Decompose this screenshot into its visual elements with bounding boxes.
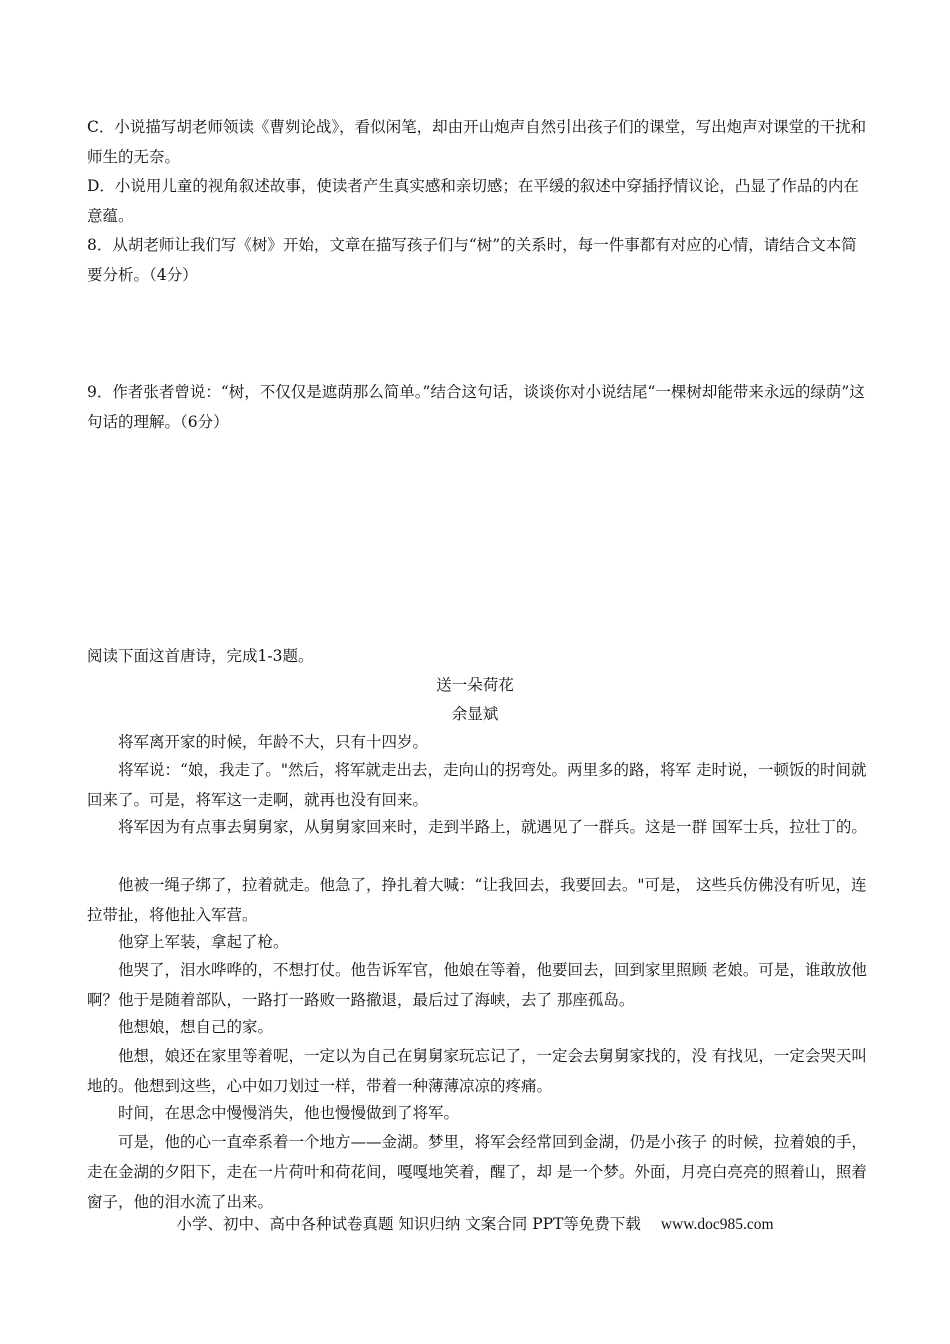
story-paragraph: 他被一绳子绑了，拉着就走。他急了，挣扎着大喊：“让我回去，我要回去。"可是， 这些兵仿佛没有听见，连拉带扯，将他扯入军营。 [87, 876, 867, 924]
story-paragraph: 他哭了，泪水哗哗的，不想打仗。他告诉军官，他娘在等着，他要回去，回到家里照顾 老娘。可是，谁敢放他啊？他于是随着部队，一路打一路败一路撤退，最后过了海峡，去了 那座孤岛。 [87, 961, 867, 1009]
story-paragraph: 他穿上军装，拿起了枪。 [118, 933, 289, 951]
option-c: C．小说描写胡老师领读《曹刿论战》，看似闲笔，却由开山炮声自然引出孩子们的课堂，写出炮声对课堂的干扰和师生的无奈。 [87, 118, 867, 166]
story-paragraph: 时间，在思念中慢慢消失，他也慢慢做到了将军。 [118, 1104, 460, 1122]
footer-site-link[interactable]: www.doc985.com [660, 1216, 774, 1233]
story-paragraph: 将军离开家的时候，年龄不大，只有十四岁。 [118, 733, 429, 751]
story-author: 余显斌 [451, 705, 499, 723]
story-paragraph: 他想，娘还在家里等着呢，一定以为自己在舅舅家玩忘记了，一定会去舅舅家找的，没 有找见，一定会哭天叫地的。他想到这些，心中如刀划过一样，带着一种薄薄凉凉的疼痛。 [87, 1047, 867, 1095]
footer-text: 小学、初中、高中各种试卷真题 知识归纳 文案合同 PPT等免费下载 [176, 1215, 641, 1233]
story-paragraph: 将军因为有点事去舅舅家，从舅舅家回来时，走到半路上，就遇见了一群兵。这是一群 国军士兵，拉壮丁的。 [118, 818, 867, 836]
story-title: 送一朵荷花 [436, 676, 514, 694]
option-d: D．小说用儿童的视角叙述故事，使读者产生真实感和亲切感；在平缓的叙述中穿插抒情议论，凸显了作品的内在意蕴。 [87, 177, 859, 225]
story-paragraph: 可是，他的心一直牵系着一个地方——金湖。梦里，将军会经常回到金湖，仍是小孩子 的时候，拉着娘的手，走在金湖的夕阳下，走在一片荷叶和荷花间，嘎嘎地笑着，醒了，却 是一个梦。外面，月亮白亮亮的照着山，照着窗子，他的泪水流了出来。 [87, 1133, 867, 1211]
story-paragraph: 将军说：“娘，我走了。"然后，将军就走出去，走向山的拐弯处。两里多的路，将军 走时说，一顿饭的时间就回来了。可是，将军这一走啊，就再也没有回来。 [87, 761, 867, 809]
reading-intro: 阅读下面这首唐诗，完成1-3题。 [87, 647, 314, 665]
question-8: 8．从胡老师让我们写《树》开始，文章在描写孩子们与“树”的关系时，每一件事都有对应的心情，请结合文本简要分析。（4分） [87, 236, 857, 284]
page-footer [0, 1211, 950, 1238]
question-9: 9．作者张者曾说：“树，不仅仅是遮荫那么简单。”结合这句话，谈谈你对小说结尾“一棵树却能带来永远的绿荫”这句话的理解。（6分） [87, 383, 865, 431]
story-paragraph: 他想娘，想自己的家。 [118, 1018, 274, 1036]
